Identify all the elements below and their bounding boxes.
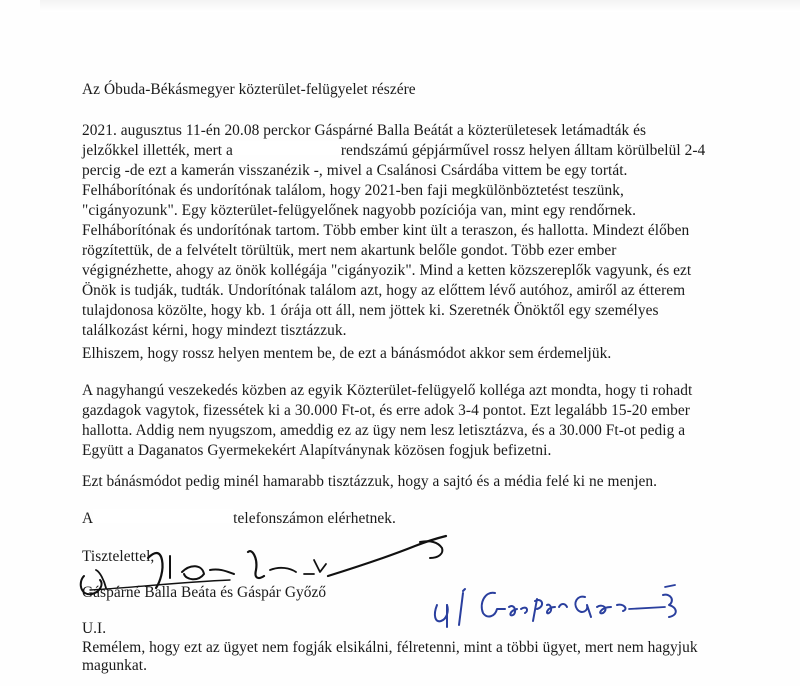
para1-line-end: rendszámú gépjárművel rossz helyen álltam körülbelül 2-4 — [340, 142, 706, 159]
para1-line: tulajdonosa közölte, hogy kb. 1 órája ott áll, nem jöttek ki. Szeretnék Önöktől egy személyes — [82, 302, 659, 319]
redacted-plate-number — [233, 141, 341, 155]
scan-top-edge — [40, 0, 800, 12]
redacted-phone-number — [93, 509, 233, 523]
signatories-line: Gáspárné Balla Beáta és Gáspár Győző — [82, 584, 327, 601]
para1-line: Önök is tudják, tudták. Undorítónak találom azt, hogy az előttem lévő autóhoz, amiről az étterem — [82, 282, 686, 299]
para1-line: Felháborítónak és undorítónak találom, hogy 2021-ben faji megkülönböztetést teszünk, — [82, 182, 624, 199]
para1-line: percig -de ezt a kamerán visszanézik -, mivel a Csalánosi Csárdába vittem be egy tortát. — [82, 162, 628, 179]
ps-line: magunkat. — [82, 657, 147, 674]
para1-line: "cigányozunk". Egy közterület-felügyelőnek nagyobb pozíciója van, mint egy rendőrnek. — [82, 202, 637, 219]
para3-line: A nagyhangú veszekedés közben az egyik Közterület-felügyelő kolléga azt mondta, hogy ti rohadt — [82, 382, 693, 399]
para1-line: rögzítettük, de a felvételt törültük, mert nem akartunk belőle gondot. Több ezer ember — [82, 242, 617, 259]
para2-line: Elhiszem, hogy rossz helyen mentem be, de ezt a bánásmódot akkor sem érdemeljük. — [82, 345, 612, 362]
handwritten-signature-black — [70, 530, 470, 610]
addressee-line: Az Óbuda-Békásmegyer közterület-felügyelet részére — [82, 81, 416, 98]
para1-line-with-redaction — [82, 141, 705, 161]
para1-line-start: jelzőkkel illették, mert a — [82, 142, 233, 159]
contact-prefix: A — [82, 510, 94, 527]
handwritten-signature-blue — [425, 575, 710, 635]
para3-line: gazdagok vagytok, fizessétek ki a 30.000 Ft-ot, és erre adok 3-4 pontot. Ezt legalább 15-20 ember — [82, 402, 690, 419]
para1-line: 2021. augusztus 11-én 20.08 perckor Gáspárné Balla Beátát a közterületesek letámadták és — [82, 122, 647, 139]
contact-line — [82, 509, 396, 529]
para1-line: találkozást kérni, hogy mindezt tisztázzuk. — [82, 322, 347, 339]
ps-label: U.I. — [82, 620, 107, 637]
para1-line: Felháborítónak és undorítónak tartom. Több ember kint ült a teraszon, és hallotta. Mindezt élőben — [82, 222, 690, 239]
ps-line: Remélem, hogy ezt az ügyet nem fogják elsikálni, félretenni, mint a többi ügyet, mert nem hagyjuk — [82, 639, 698, 656]
contact-suffix: telefonszámon elérhetnek. — [233, 510, 396, 527]
para4-line: Ezt bánásmódot pedig minél hamarabb tisztázzuk, hogy a sajtó és a média felé ki ne menjen. — [82, 473, 658, 490]
para3-line: Együtt a Daganatos Gyermekekért Alapítványnak közösen fogjuk befizetni. — [82, 442, 552, 459]
para1-line: végignézhette, ahogy az önök kollégája "cigányozik". Mind a ketten közszereplők vagyunk, és ezt — [82, 262, 692, 279]
closing-line: Tisztelettel, — [82, 548, 155, 565]
para3-line: hallotta. Addig nem nyugszom, ameddig ez az ügy nem lesz letisztázva, és a 30.000 Ft-ot pedig a — [82, 422, 686, 439]
